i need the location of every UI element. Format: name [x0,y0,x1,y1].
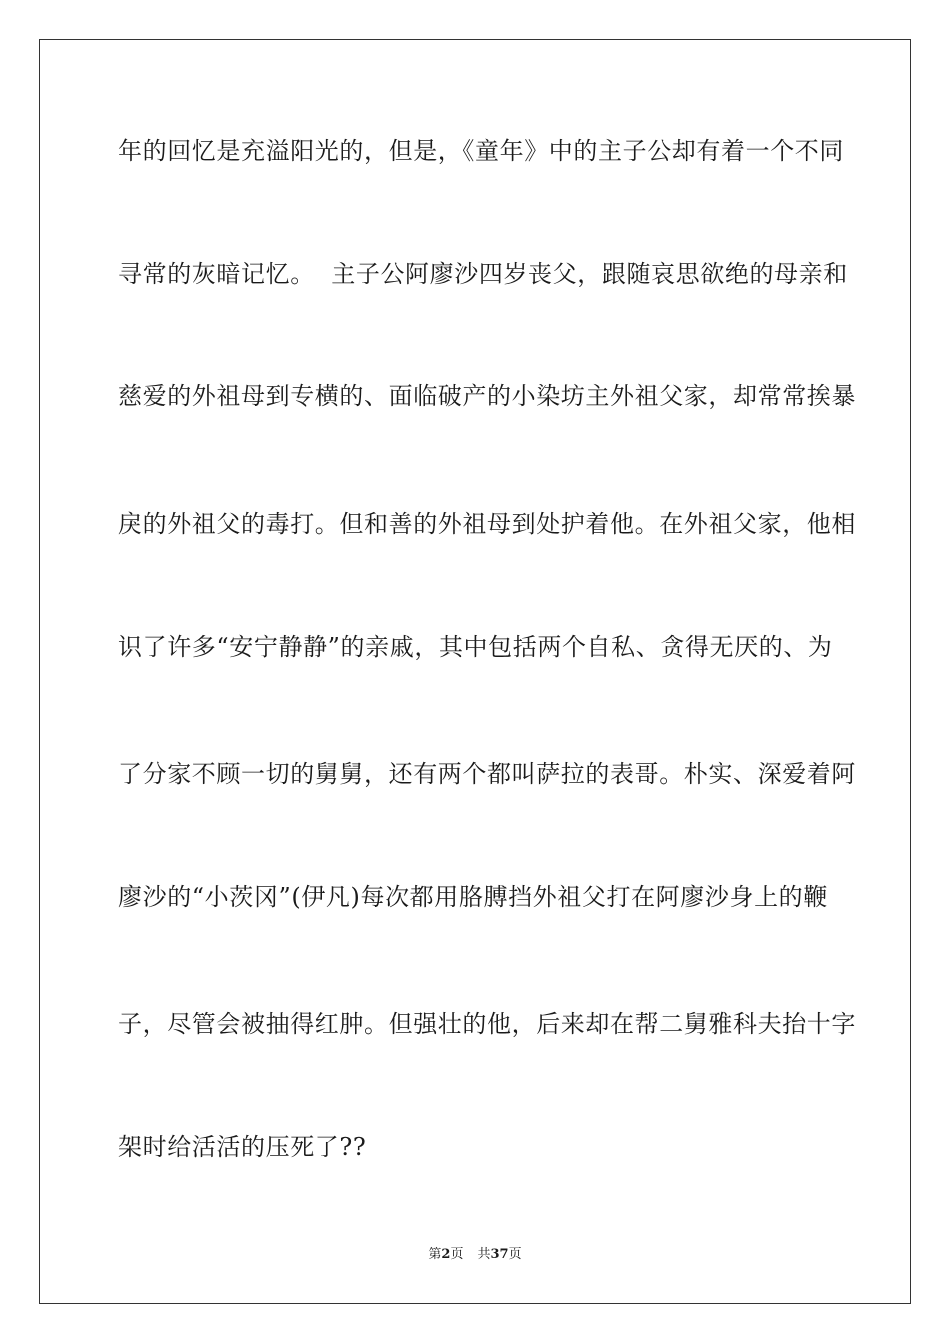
text-line: 架时给活活的压死了?? [118,1133,367,1161]
page-border [39,39,911,1304]
total-prefix: 共 [477,1247,491,1262]
text-line: 廖沙的“小茨冈”(伊凡)每次都用胳膊挡外祖父打在阿廖沙身上的鞭 [118,883,828,911]
page-suffix: 页 [450,1247,464,1262]
text-line: 了分家不顾一切的舅舅，还有两个都叫萨拉的表哥。朴实、深爱着阿 [118,760,856,788]
text-line: 戾的外祖父的毒打。但和善的外祖母到处护着他。在外祖父家，他相 [118,510,856,538]
text-line: 年的回忆是充溢阳光的，但是，《童年》中的主子公却有着一个不同 [118,137,844,165]
page-prefix: 第 [428,1247,442,1262]
page-footer [0,1246,950,1264]
text-line: 子，尽管会被抽得红肿。但强壮的他，后来却在帮二舅雅科夫抬十字 [118,1010,856,1038]
text-line: 寻常的灰暗记忆。 主子公阿廖沙四岁丧父，跟随哀思欲绝的母亲和 [118,260,848,288]
total-suffix: 页 [508,1247,522,1262]
page-number: 2 [441,1247,451,1262]
total-pages: 37 [490,1247,509,1262]
text-line: 识了许多“安宁静静”的亲戚，其中包括两个自私、贪得无厌的、为 [118,633,833,661]
text-line: 慈爱的外祖母到专横的、面临破产的小染坊主外祖父家，却常常挨暴 [118,382,856,410]
